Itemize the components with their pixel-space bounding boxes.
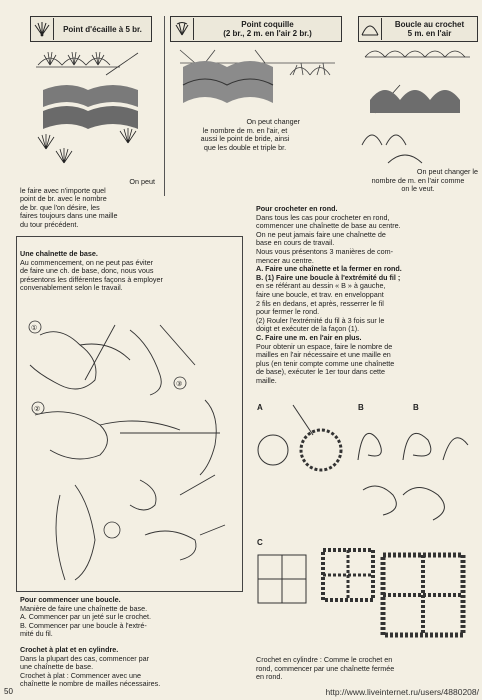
fan-stitch-icon: [31, 18, 54, 40]
watermark: http://www.liveinternet.ru/users/4880208/: [325, 687, 479, 697]
header-point-coquille: [170, 16, 342, 42]
caption-col2: On peut changer le nombre de m. en l'air, et aussi le point de bride, ainsi que les double et triple br.: [200, 117, 300, 152]
rond-c-title: C. Faire une m. en l'air en plus.: [256, 332, 362, 342]
chainette-title: Une chaînette de base.: [20, 249, 98, 258]
label-n1: ①: [31, 325, 38, 332]
boucle-diagram: [360, 45, 480, 165]
caption-col1: On peut le faire avec n'importe quel point de br. avec le nombre de br. que l'on désire, les faires toujours dans une maille du tour précédent.: [20, 177, 155, 229]
plat-section: Crochet à plat et en cylindre. Dans la plupart des cas, commencer par une chaînette de base. Crochet à plat : Commencer avec une chaînette le nombre de mailles nécessaires.: [20, 645, 161, 689]
header-col1-title: Point d'écaille à 5 br.: [63, 24, 142, 34]
coquille-diagram: [175, 45, 340, 120]
label-n3: ③: [176, 381, 183, 388]
label-C: C: [257, 538, 263, 547]
header-point-ecaille: [30, 16, 152, 42]
header-col3-line1: Boucle au crochet: [394, 20, 465, 29]
header-col3-line2: 5 m. en l'air: [407, 29, 452, 38]
plat-title: Crochet à plat et en cylindre.: [20, 645, 119, 654]
hands-illustration: [20, 305, 240, 585]
header-boucle: [358, 16, 478, 42]
ecaille-diagram: [28, 45, 158, 170]
divider-vertical: [164, 16, 165, 196]
label-n2: ②: [34, 406, 41, 413]
loop-icon: [359, 18, 382, 40]
cylindre-section: Crochet en cylindre : Comme le crochet en rond, commencer par une chaînette fermée en rond.: [256, 655, 395, 682]
header-col2-line2: (2 br., 2 m. en l'air 2 br.): [223, 29, 312, 38]
page-number: 50: [4, 687, 13, 696]
rond-a-title: A. Faire une chaînette et la fermer en rond.: [256, 264, 402, 274]
rond-diagrams: [253, 400, 478, 645]
label-B: B: [358, 403, 364, 412]
shell-stitch-icon: [171, 18, 194, 40]
caption-col3: On peut changer le nombre de m. en l'air comme on le veut.: [371, 167, 478, 194]
boucle-title: Pour commencer une boucle.: [20, 595, 121, 604]
header-col2-line1: Point coquille: [241, 20, 294, 29]
label-B2: B: [413, 403, 419, 412]
rond-section: Pour crocheter en rond. Dans tous les cas pour crocheter en rond, commencer une chaînette de base au centre. On ne peut jamais faire une chaînette de base en cours de travail. Nous vous présentons 3 manières de com- mencer au centre. A. Faire une chaînette et la fermer en rond. B. (1) Faire une boucle à l'extrémité du fil ; en se référant au dessin « B » à gauche, faire une boucle, et trav. en enveloppant 2 fils en dedans, et après, resserrer le fil pour fermer le rond. (2) Rouler l'extrémité du fil à 3 fois sur le doigt et exécuter de la façon (1). C. Faire une m. en l'air en plus. Pour obtenir un espace, faire le nombre de mailles en l'air nécessaire et une maille en plus (en tenir compte comme une chaînette de base), exécuter le 1er tour dans cette maille.: [256, 204, 402, 385]
chainette-section: Une chaînette de base. Au commencement, on ne peut pas éviter de faire une ch. de base, donc, nous vous présentons les différentes façons à employer convenablement selon le travail.: [20, 249, 163, 293]
boucle-section: Pour commencer une boucle. Manière de faire une chaînette de base. A. Commencer par un jeté sur le crochet. B. Commencer par une boucle à l'extré- mité du fil.: [20, 595, 152, 639]
label-A: A: [257, 403, 263, 412]
rond-title: Pour crocheter en rond.: [256, 204, 338, 213]
